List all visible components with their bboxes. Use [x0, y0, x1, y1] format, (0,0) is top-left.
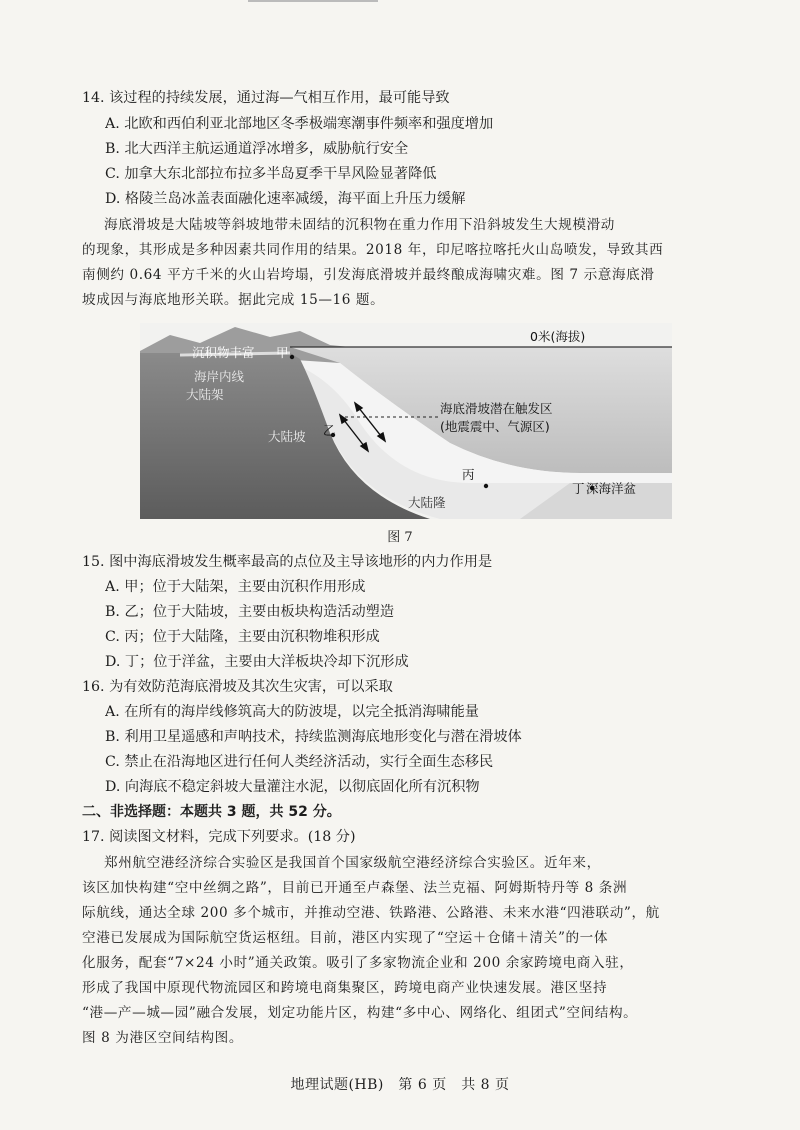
point-jia-label: 甲 — [276, 345, 289, 360]
q17-passage-line-3: 际航线，通达全球 200 多个城市，并推动空港、铁路港、公路港、未来水港“四港联动”，航 — [82, 905, 660, 921]
q17-passage-line-2: 该区加快构建“空中丝绸之路”，目前已开通至卢森堡、法兰克福、阿姆斯特丹等 8 条洲 — [82, 880, 628, 896]
figure-7-diagram — [140, 323, 672, 519]
q17-passage-line-8: 图 8 为港区空间结构图。 — [82, 1030, 244, 1046]
q16-option-d: D. 向海底不稳定斜坡大量灌注水泥，以彻底固化所有沉积物 — [105, 779, 480, 795]
passage1-line-3: 南侧约 0.64 平方千米的火山岩垮塌，引发海底滑坡并最终酿成海啸灾难。图 7 示意海底滑 — [82, 267, 655, 283]
seafloor-diagram — [140, 323, 672, 519]
q17-passage-line-1: 郑州航空港经济综合实验区是我国首个国家级航空港经济综合实验区。近年来， — [104, 855, 601, 871]
q14-stem: 14. 该过程的持续发展，通过海—气相互作用，最可能导致 — [82, 90, 450, 106]
section-2-heading: 二、非选择题：本题共 3 题，共 52 分。 — [82, 804, 341, 820]
point-ding-label: 丁 — [572, 481, 585, 496]
q15-stem: 15. 图中海底滑坡发生概率最高的点位及主导该地形的内力作用是 — [82, 554, 493, 570]
q17-passage-line-4: 空港已发展成为国际航空货运枢纽。目前，港区内实现了“空运＋仓储＋清关”的一体 — [82, 930, 609, 946]
q15-option-a: A. 甲；位于大陆架，主要由沉积作用形成 — [105, 579, 366, 595]
figure-7-caption: 图 7 — [387, 530, 413, 545]
q17-stem: 17. 阅读图文材料，完成下列要求。(18 分) — [82, 829, 356, 845]
shelf-label: 大陆架 — [186, 387, 224, 402]
page-footer: 地理试题(HB) 第 6 页 共 8 页 — [290, 1077, 510, 1093]
slope-label: 大陆坡 — [268, 429, 306, 444]
q15-option-b: B. 乙；位于大陆坡，主要由板块构造活动塑造 — [105, 604, 395, 620]
q16-option-a: A. 在所有的海岸线修筑高大的防波堤，以完全抵消海啸能量 — [105, 704, 479, 720]
q16-option-c: C. 禁止在沿海地区进行任何人类经济活动，实行全面生态移民 — [105, 754, 494, 770]
q17-passage-line-7: “港—产—城—园”融合发展，划定功能片区，构建“多中心、网络化、组团式”空间结构。 — [82, 1005, 638, 1021]
q14-option-a: A. 北欧和西伯利亚北部地区冬季极端寒潮事件频率和强度增加 — [105, 116, 494, 132]
q17-passage-line-6: 形成了我国中原现代物流园区和跨境电商集聚区，跨境电商产业快速发展。港区坚持 — [82, 980, 608, 996]
sediment-label: 沉积物丰富 — [192, 345, 255, 360]
q15-option-c: C. 丙；位于大陆隆，主要由沉积物堆积形成 — [105, 629, 380, 645]
q16-option-b: B. 利用卫星遥感和声呐技术，持续监测海底地形变化与潜在滑坡体 — [105, 729, 522, 745]
q17-passage-line-5: 化服务，配套“7×24 小时”通关政策。吸引了多家物流企业和 200 余家跨境电商入驻， — [82, 955, 634, 971]
passage1-line-4: 坡成因与海底地形关联。据此完成 15—16 题。 — [82, 292, 385, 308]
q14-option-d: D. 格陵兰岛冰盖表面融化速率减缓，海平面上升压力缓解 — [105, 191, 466, 207]
sea-level-label: 0米(海拔) — [530, 329, 586, 344]
top-rule — [248, 0, 378, 2]
passage1-line-2: 的现象，其形成是多种因素共同作用的结果。2018 年，印尼喀拉喀托火山岛喷发，导致其西 — [82, 242, 664, 258]
trigger-zone-label: 海底滑坡潜在触发区 — [440, 401, 553, 416]
q16-stem: 16. 为有效防范海底滑坡及其次生灾害，可以采取 — [82, 679, 393, 695]
point-bing-label: 丙 — [462, 467, 475, 482]
passage1-line-1: 海底滑坡是大陆坡等斜坡地带未固结的沉积物在重力作用下沿斜坡发生大规模滑动 — [104, 217, 615, 233]
point-yi-label: 乙 — [323, 423, 336, 438]
q15-option-d: D. 丁；位于洋盆，主要由大洋板块冷却下沉形成 — [105, 654, 409, 670]
rise-label: 大陆隆 — [408, 495, 446, 510]
q14-option-c: C. 加拿大东北部拉布拉多半岛夏季干旱风险显著降低 — [105, 166, 437, 182]
basin-label: 深海洋盆 — [586, 481, 637, 496]
trigger-detail-label: (地震震中、气源区) — [440, 419, 550, 434]
q14-option-b: B. 北大西洋主航运通道浮冰增多，威胁航行安全 — [105, 141, 409, 157]
coastline-label: 海岸内线 — [194, 369, 245, 384]
